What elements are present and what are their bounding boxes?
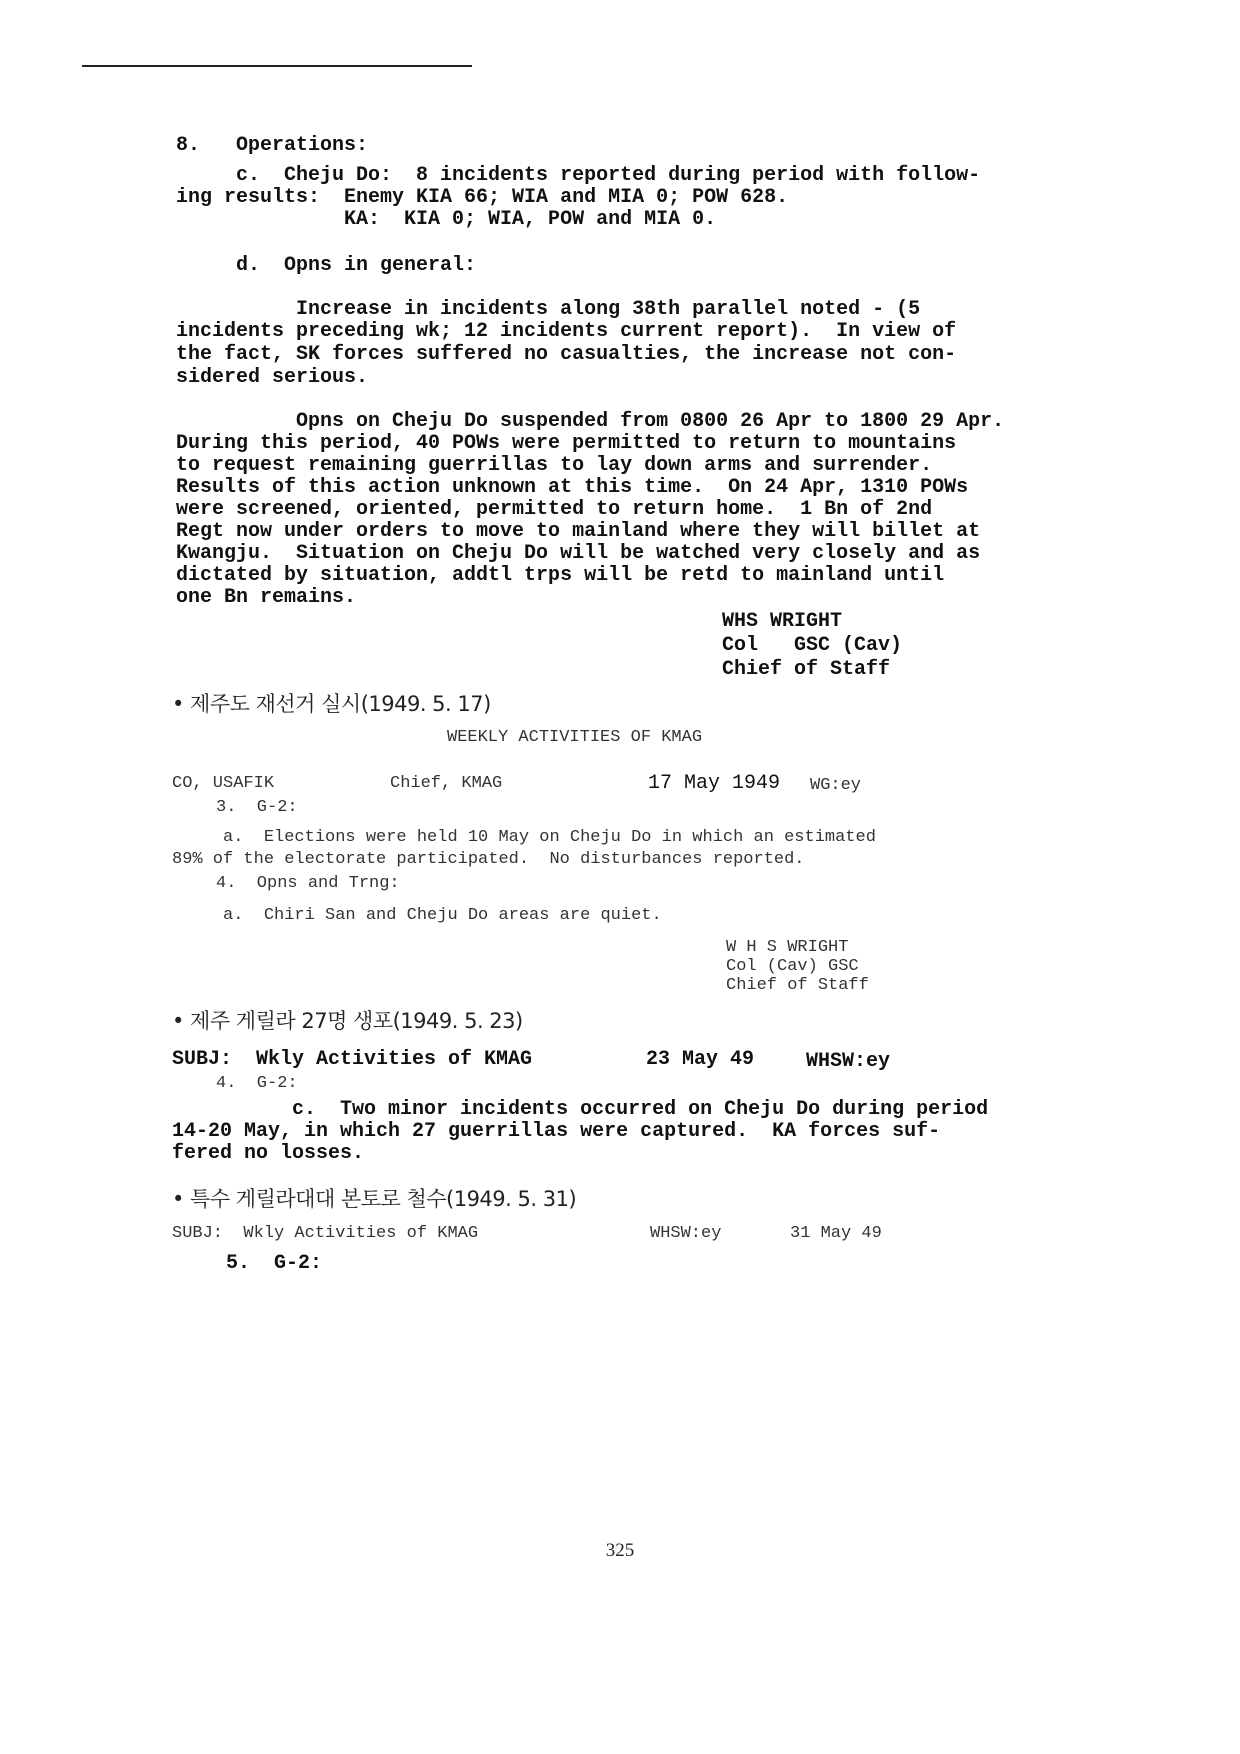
memo-to: Chief, KMAG — [390, 774, 503, 793]
para1-line: incidents preceding wk; 12 incidents current report). In view of — [176, 320, 957, 343]
para2-line: Opns on Cheju Do suspended from 0800 26 Apr to 1800 29 Apr. — [176, 410, 1005, 433]
memo-date: 23 May 49 — [646, 1048, 755, 1071]
memo-ref: WHSW:ey — [650, 1224, 722, 1243]
para2-line: one Bn remains. — [176, 586, 357, 609]
korean-section-heading: • 제주 게릴라 27명 생포(1949. 5. 23) — [172, 1009, 523, 1033]
para2-line: dictated by situation, addtl trps will be retd to mainland until — [176, 564, 945, 587]
item-heading: 5. G-2: — [226, 1252, 323, 1275]
item-line: a. Elections were held 10 May on Cheju Do in which an estimated — [172, 828, 876, 847]
signature-title: Chief of Staff — [726, 976, 869, 995]
item-heading: 4. Opns and Trng: — [216, 874, 400, 893]
memo-from: CO, USAFIK — [172, 774, 275, 793]
para2-line: Kwangju. Situation on Cheju Do will be watched very closely and as — [176, 542, 981, 565]
item-line: 14-20 May, in which 27 guerrillas were captured. KA forces suf- — [172, 1120, 941, 1143]
top-rule-divider — [82, 65, 472, 67]
item-line: a. Chiri San and Cheju Do areas are quiet. — [172, 906, 662, 925]
memo-date: 31 May 49 — [790, 1224, 882, 1243]
page-number: 325 — [605, 1540, 635, 1561]
signature-name: W H S WRIGHT — [726, 938, 849, 957]
para1-line: the fact, SK forces suffered no casualties, the increase not con- — [176, 343, 957, 366]
item-heading: 3. G-2: — [216, 798, 298, 817]
para2-line: to request remaining guerrillas to lay down arms and surrender. — [176, 454, 933, 477]
para-c-line-1: c. Cheju Do: 8 incidents reported during period with follow- — [176, 164, 981, 187]
para2-line: During this period, 40 POWs were permitted to return to mountains — [176, 432, 957, 455]
signature-title: Chief of Staff — [722, 658, 891, 681]
memo-title: WEEKLY ACTIVITIES OF KMAG — [447, 728, 703, 747]
item-line: 89% of the electorate participated. No disturbances reported. — [172, 850, 805, 869]
para2-line: Regt now under orders to move to mainland where they will billet at — [176, 520, 981, 543]
signature-name: WHS WRIGHT — [722, 610, 843, 633]
item-line: fered no losses. — [172, 1142, 365, 1165]
section-heading-operations: 8. Operations: — [176, 134, 369, 157]
para-c-line-3: KA: KIA 0; WIA, POW and MIA 0. — [176, 208, 717, 231]
para-c-line-2: ing results: Enemy KIA 66; WIA and MIA 0; POW 628. — [176, 186, 789, 209]
signature-rank: Col GSC (Cav) — [722, 634, 903, 657]
para2-line: were screened, oriented, permitted to return home. 1 Bn of 2nd — [176, 498, 933, 521]
memo-subject: SUBJ: Wkly Activities of KMAG — [172, 1048, 533, 1071]
item-line: c. Two minor incidents occurred on Cheju Do during period — [172, 1098, 989, 1121]
korean-section-heading: • 제주도 재선거 실시(1949. 5. 17) — [172, 692, 491, 716]
para1-line: Increase in incidents along 38th parallel noted - (5 — [176, 298, 921, 321]
signature-rank: Col (Cav) GSC — [726, 957, 859, 976]
subheading-opns-in-general: d. Opns in general: — [176, 254, 477, 277]
memo-ref: WHSW:ey — [806, 1050, 891, 1073]
memo-subject: SUBJ: Wkly Activities of KMAG — [172, 1224, 479, 1243]
memo-ref: WG:ey — [810, 776, 862, 795]
memo-date: 17 May 1949 — [648, 772, 781, 795]
para2-line: Results of this action unknown at this time. On 24 Apr, 1310 POWs — [176, 476, 969, 499]
korean-section-heading: • 특수 게릴라대대 본토로 철수(1949. 5. 31) — [172, 1187, 577, 1211]
item-heading: 4. G-2: — [216, 1074, 298, 1093]
para1-line: sidered serious. — [176, 366, 369, 389]
